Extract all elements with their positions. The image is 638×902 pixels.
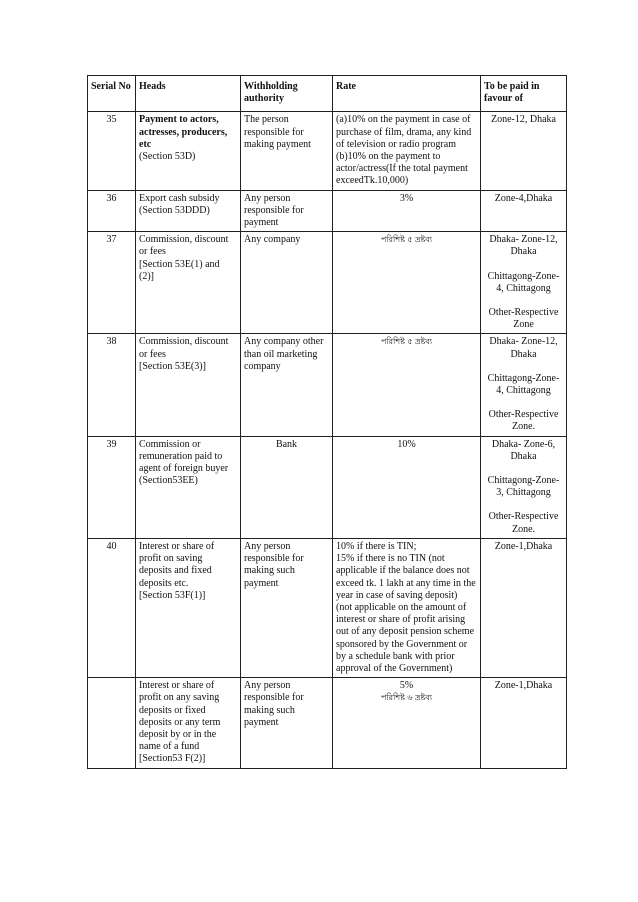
favour-cell — [481, 334, 567, 436]
heads-cell: Interest or share of profit on any saving deposits or fixed deposits or any term deposit by or in the name of a fund [Section53 F(2)] — [136, 678, 241, 768]
heads-cell: Commission or remuneration paid to agent of foreign buyer (Section53EE) — [136, 436, 241, 538]
favour-cell: Zone-1,Dhaka — [481, 538, 567, 677]
header-heads: Heads — [136, 76, 241, 112]
table-row — [88, 538, 567, 677]
heads-title: Payment to actors, actresses, producers, etc — [139, 114, 228, 150]
authority-cell: Any person responsible for making such payment — [241, 538, 333, 677]
rate-cell: (a)10% on the payment in case of purchase of film, drama, any kind of television or radio program (b)10% on the payment to actor/actress(If the total payment exceedTk.10,000) — [333, 112, 481, 190]
heads-section: (Section 53DDD) — [139, 204, 210, 216]
table-row — [88, 678, 567, 768]
favour-other: Other-Respective Zone. — [488, 409, 559, 433]
favour-dhaka: Dhaka- Zone-6, Dhaka — [491, 438, 556, 462]
rate-cell — [333, 678, 481, 768]
favour-chittagong: Chittagong-Zone-4, Chittagong — [487, 372, 560, 397]
favour-cell — [481, 436, 567, 538]
table-row — [88, 232, 567, 334]
favour-dhaka: Dhaka- Zone-12, Dhaka — [489, 336, 558, 360]
rate-cell: 3% — [333, 190, 481, 232]
favour-cell: Zone-4,Dhaka — [481, 190, 567, 232]
table-row — [88, 112, 567, 190]
authority-cell: Any company — [241, 232, 333, 334]
favour-other: Other-Respective Zone. — [488, 511, 559, 535]
serial-cell: 36 — [88, 190, 136, 232]
header-authority: Withholding authority — [241, 76, 333, 112]
heads-title: Export cash subsidy — [139, 192, 220, 204]
favour-cell: Zone-12, Dhaka — [481, 112, 567, 190]
serial-cell — [88, 678, 136, 768]
heads-section: (Section 53D) — [139, 151, 196, 163]
authority-cell: The person responsible for making payment — [241, 112, 333, 190]
header-serial: Serial No — [88, 76, 136, 112]
rate-cell — [333, 334, 481, 436]
heads-cell: Interest or share of profit on saving deposits and fixed deposits etc. [Section 53F(1)] — [136, 538, 241, 677]
table-row — [88, 436, 567, 538]
header-favour: To be paid in favour of — [481, 76, 567, 112]
withholding-tax-table — [87, 75, 567, 769]
heads-cell: Commission, discount or fees [Section 53E(3)] — [136, 334, 241, 436]
table-row — [88, 190, 567, 232]
rate-cell — [333, 232, 481, 334]
favour-chittagong: Chittagong-Zone-4, Chittagong — [487, 270, 560, 294]
heads-cell: Commission, discount or fees [Section 53E(1) and (2)] — [136, 232, 241, 334]
rate-percent: 5% — [399, 680, 414, 692]
header-rate: Rate — [333, 76, 481, 112]
authority-cell: Any person responsible for making such payment — [241, 678, 333, 768]
heads-cell — [136, 190, 241, 232]
rate-bengali-note: পরিশিষ্ট ৫ দ্রষ্টব্য — [380, 337, 433, 347]
favour-cell — [481, 232, 567, 334]
favour-other: Other-Respective Zone — [488, 307, 559, 331]
authority-cell: Bank — [241, 436, 333, 538]
rate-cell: 10% — [333, 436, 481, 538]
table-row — [88, 334, 567, 436]
favour-dhaka: Dhaka- Zone-12, Dhaka — [489, 234, 558, 258]
table-header-row — [88, 76, 567, 112]
serial-cell: 40 — [88, 538, 136, 677]
favour-cell: Zone-1,Dhaka — [481, 678, 567, 768]
serial-cell: 37 — [88, 232, 136, 334]
serial-cell: 35 — [88, 112, 136, 190]
favour-chittagong: Chittagong-Zone-3, Chittagong — [487, 475, 560, 499]
authority-cell: Any company other than oil marketing company — [241, 334, 333, 436]
rate-cell: 10% if there is TIN; 15% if there is no TIN (not applicable if the balance does not exceed tk. 1 lakh at any time in the year in case of saving deposit) (not applicable on the amount of interest or share of profit arising out of any deposit pension scheme sponsored by the Government or by a schedule bank with prior approval of the Government) — [333, 538, 481, 677]
authority-cell: Any person responsible for payment — [241, 190, 333, 232]
rate-bengali-note: পরিশিষ্ট ৫ দ্রষ্টব্য — [380, 235, 433, 245]
rate-bengali-note: পরিশিষ্ট ৬ দ্রষ্টব্য — [380, 693, 433, 703]
serial-cell: 38 — [88, 334, 136, 436]
heads-cell — [136, 112, 241, 190]
serial-cell: 39 — [88, 436, 136, 538]
